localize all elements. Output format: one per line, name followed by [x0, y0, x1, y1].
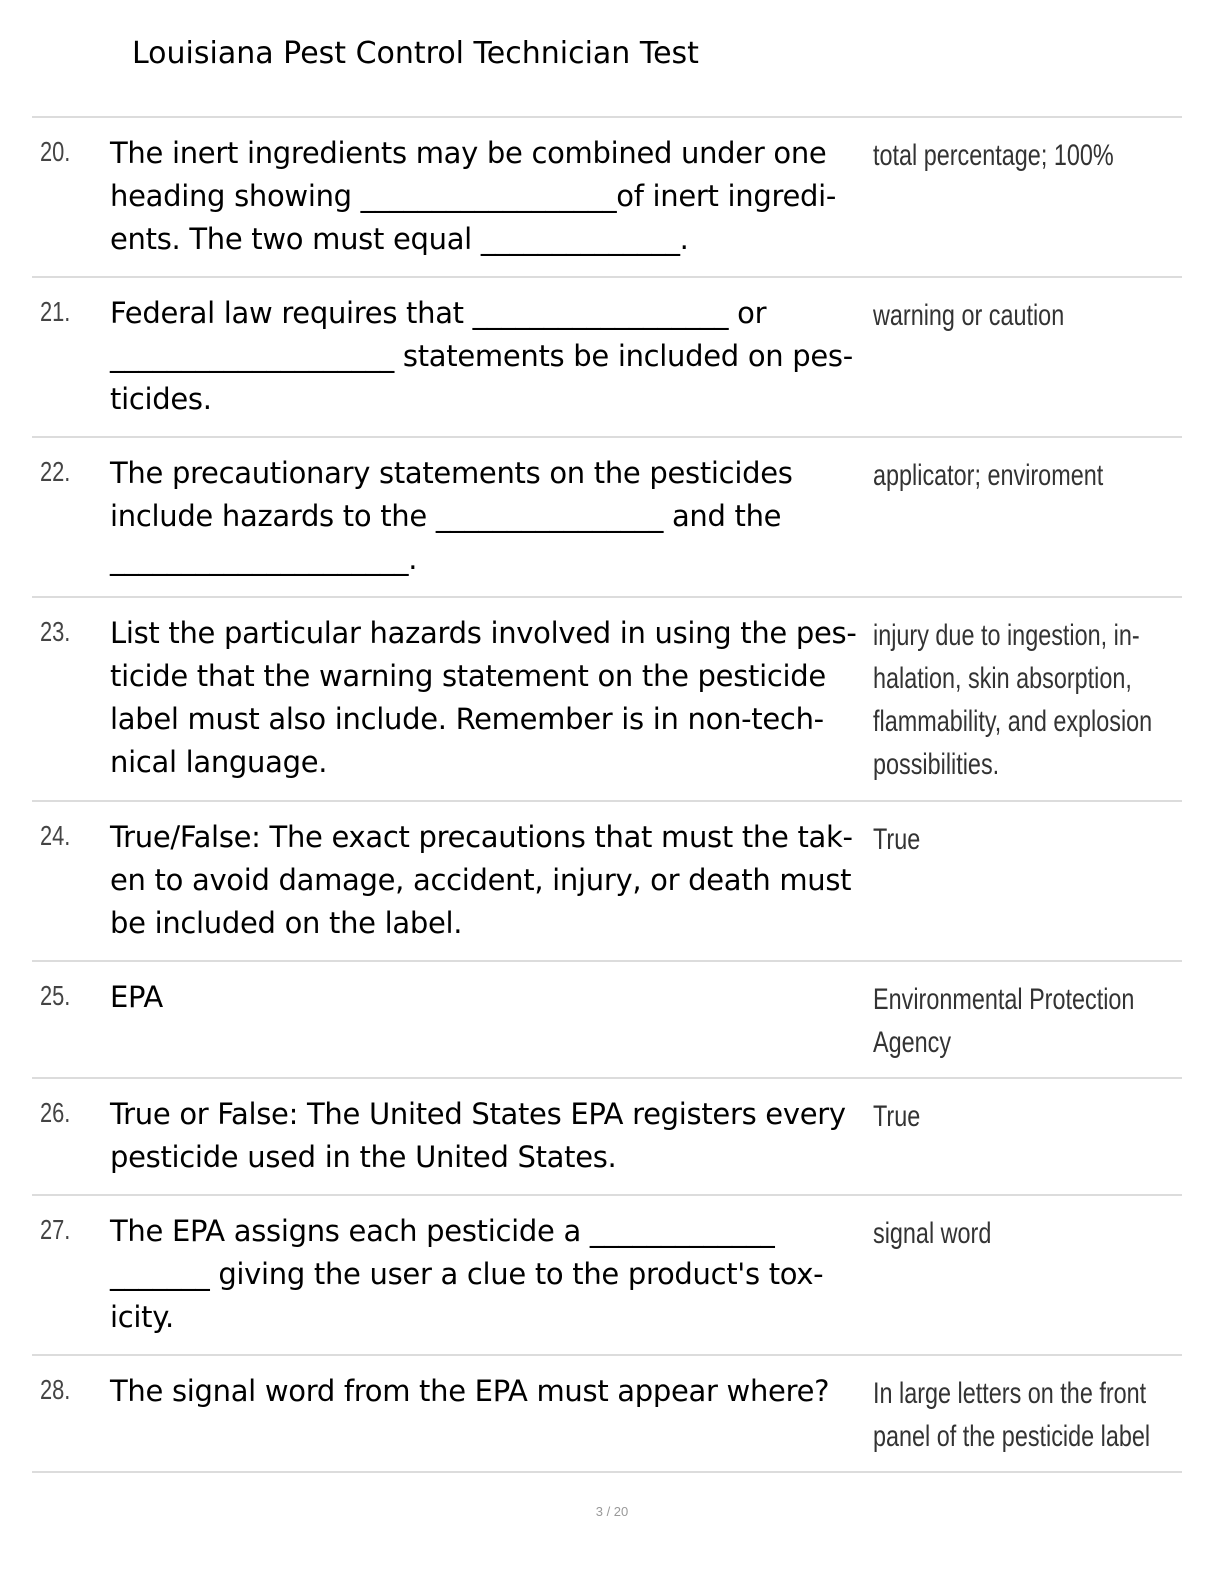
question-row-27 — [32, 1196, 1182, 1356]
question-row-26 — [32, 1079, 1182, 1196]
question-text: Federal law requires that __________________ or ____________________ statements be included on pes- ticides. — [110, 296, 853, 416]
question-row-20 — [32, 118, 1182, 278]
question-number: 24. — [40, 820, 71, 851]
question-text: True or False: The United States EPA registers every pesticide used in the United States. — [110, 1097, 846, 1174]
question-text: The inert ingredients may be combined under one heading showing __________________of inert ingredi- ents. The two must equal ______________. — [110, 136, 837, 256]
question-text: List the particular hazards involved in using the pes- ticide that the warning statement on the pesticide label must also include. Remember is in non-tech- nical language. — [110, 616, 857, 779]
question-row-22 — [32, 438, 1182, 598]
question-row-23 — [32, 598, 1182, 802]
question-text: EPA — [110, 980, 163, 1014]
question-number: 23. — [40, 616, 71, 647]
question-answer-table — [32, 116, 1182, 1473]
question-text: The precautionary statements on the pesticides include hazards to the ________________ and the _____________________. — [110, 456, 793, 576]
answer-text: True — [873, 823, 921, 856]
question-number: 25. — [40, 980, 71, 1011]
question-number: 27. — [40, 1214, 71, 1245]
page-number: 3 / 20 — [595, 1504, 629, 1519]
answer-text: True — [873, 1100, 921, 1133]
question-number: 21. — [40, 296, 71, 327]
answer-text: warning or caution — [873, 299, 1065, 332]
document-title: Louisiana Pest Control Technician Test — [132, 36, 699, 71]
question-number: 28. — [40, 1374, 71, 1405]
question-row-28 — [32, 1356, 1182, 1473]
question-text: The signal word from the EPA must appear where? — [110, 1374, 830, 1408]
answer-text: applicator; enviroment — [873, 459, 1104, 492]
answer-text: injury due to ingestion, in- halation, skin absorption, flammability, and explosion possibilities. — [873, 619, 1153, 781]
question-row-24 — [32, 802, 1182, 962]
question-row-21 — [32, 278, 1182, 438]
question-text: The EPA assigns each pesticide a _____________ _______ giving the user a clue to the product's tox- icity. — [110, 1214, 824, 1334]
answer-text: total percentage; 100% — [873, 139, 1114, 172]
answer-text: In large letters on the front panel of the pesticide label — [873, 1377, 1151, 1453]
answer-text: Environmental Protection Agency — [873, 983, 1135, 1059]
answer-text: signal word — [873, 1217, 992, 1250]
question-row-25 — [32, 962, 1182, 1079]
question-text: True/False: The exact precautions that must the tak- en to avoid damage, accident, injury, or death must be included on the label. — [110, 820, 853, 940]
question-number: 20. — [40, 136, 71, 167]
question-number: 22. — [40, 456, 71, 487]
question-number: 26. — [40, 1097, 71, 1128]
